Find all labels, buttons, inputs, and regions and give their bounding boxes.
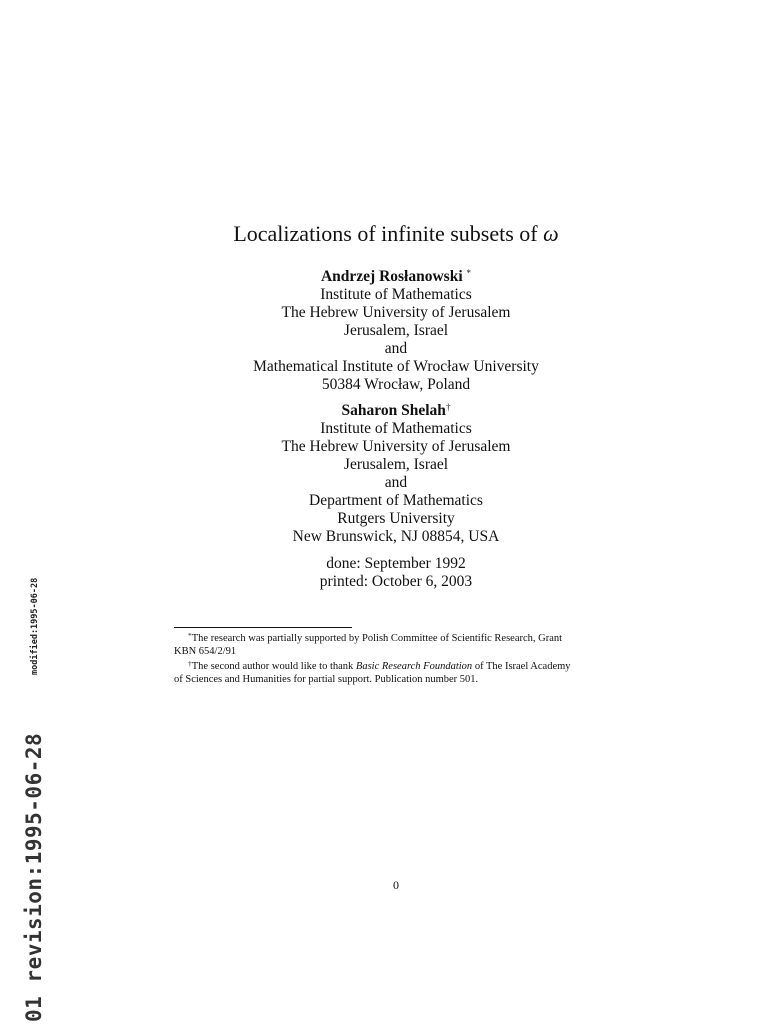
affiliation-line: The Hebrew University of Jerusalem — [281, 304, 511, 321]
footnote-1 — [174, 630, 624, 658]
author-name-1-text: Andrzej Rosłanowski — [320, 268, 463, 285]
affiliation-line: New Brunswick, NJ 08854, USA — [292, 528, 500, 545]
printed-date: printed: October 6, 2003 — [319, 573, 473, 590]
paper-title — [0, 219, 768, 249]
affiliation-line: Rutgers University — [337, 510, 455, 527]
title-symbol: ω — [543, 221, 559, 246]
affiliation-line: Department of Mathematics — [309, 492, 483, 509]
footnote-1-first-line — [174, 630, 624, 646]
affiliation-line: 50384 Wrocław, Poland — [321, 376, 471, 393]
author-name-2-text: Saharon Shelah — [341, 402, 446, 419]
footnote-2-continuation: of Sciences and Humanities for partial support. Publication number 501. — [174, 673, 479, 685]
footnote-2-text-after: of The Israel Academy — [472, 661, 571, 673]
revision-stamp: 01 revision:1995-06-28 — [22, 732, 46, 1022]
affiliation-line: and — [384, 474, 408, 491]
affiliation-line: Jerusalem, Israel — [343, 456, 449, 473]
modified-stamp: modified:1995-06-28 — [30, 577, 40, 675]
date-block — [0, 555, 768, 591]
footnote-2-first-line — [174, 658, 624, 674]
footnote-1-mark: * — [188, 631, 192, 640]
affiliation-line: The Hebrew University of Jerusalem — [281, 438, 511, 455]
affiliation-line: and — [384, 340, 408, 357]
author-mark-1: * — [466, 268, 472, 278]
footnotes — [174, 630, 624, 686]
footnote-2 — [174, 658, 624, 686]
footnote-2-emphasis: Basic Research Foundation — [355, 661, 473, 673]
affiliation-line: Institute of Mathematics — [320, 286, 472, 303]
affiliation-line: Jerusalem, Israel — [343, 322, 449, 339]
done-date: done: September 1992 — [326, 555, 466, 572]
footnote-rule — [174, 627, 352, 628]
author-block-2 — [0, 398, 768, 546]
footnote-1-continuation: KBN 654/2/91 — [174, 645, 237, 657]
page-number: 0 — [393, 878, 399, 892]
footnote-2-text-before: The second author would like to thank — [191, 661, 356, 673]
affiliation-line: Institute of Mathematics — [320, 420, 472, 437]
footnote-1-text: The research was partially supported by Polish Committee of Scientific Research, Grant — [191, 633, 563, 644]
footnote-2-mark: † — [188, 659, 192, 669]
author-name-2 — [0, 398, 768, 420]
author-block-1 — [0, 264, 768, 394]
title-text: Localizations of infinite subsets of — [233, 221, 538, 246]
author-mark-2: † — [445, 402, 451, 412]
affiliation-line: Mathematical Institute of Wrocław University — [253, 358, 539, 375]
author-name-1 — [0, 264, 768, 286]
